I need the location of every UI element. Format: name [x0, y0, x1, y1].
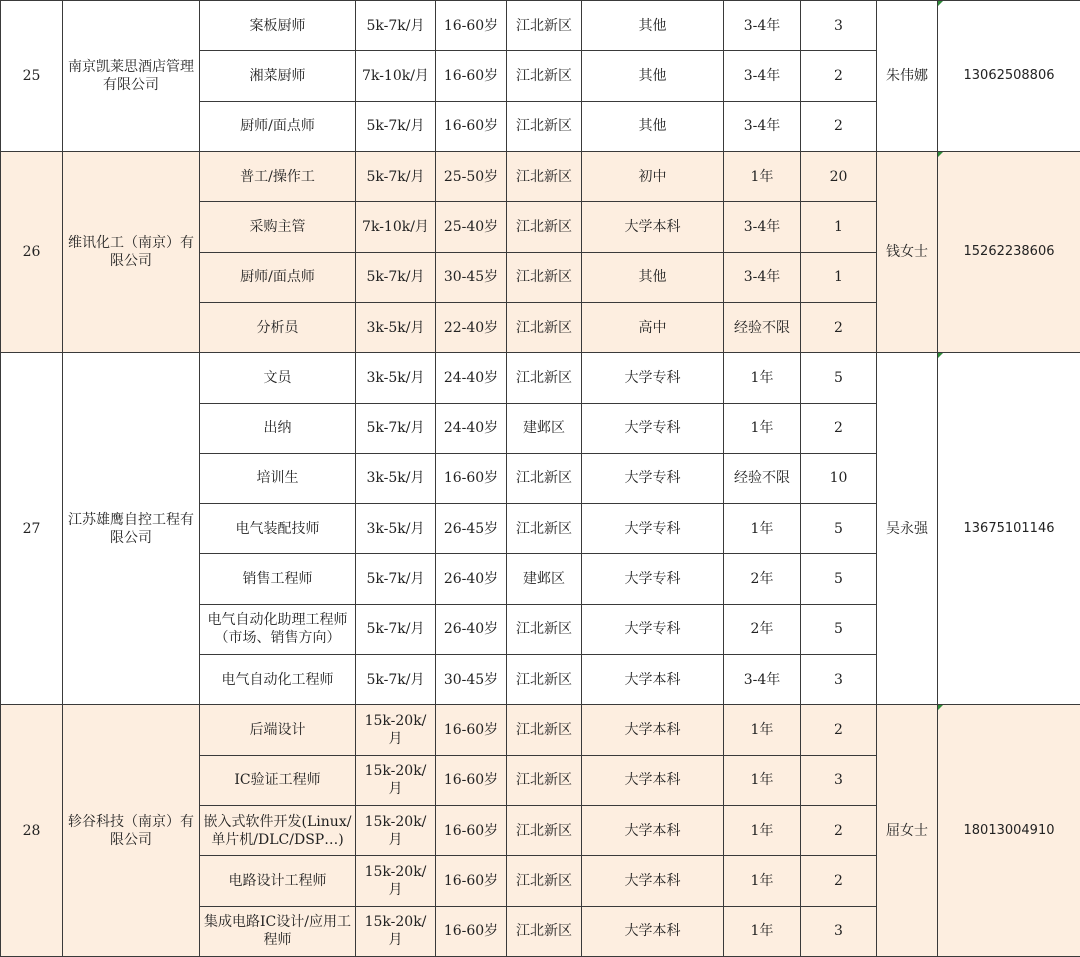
work-location-cell[interactable]: 江北新区: [507, 302, 582, 352]
experience-cell[interactable]: 1年: [724, 806, 801, 856]
contact-person-cell[interactable]: 吴永强: [877, 353, 938, 705]
age-range-cell[interactable]: 26-40岁: [436, 604, 507, 654]
job-title-cell[interactable]: 文员: [200, 353, 356, 403]
contact-phone-cell[interactable]: 13062508806: [938, 1, 1080, 152]
work-location-cell[interactable]: 建邺区: [507, 554, 582, 604]
education-cell[interactable]: 大学本科: [582, 856, 724, 906]
salary-cell[interactable]: 3k-5k/月: [356, 504, 436, 554]
company-name-cell[interactable]: 维讯化工（南京）有限公司: [63, 151, 200, 352]
age-range-cell[interactable]: 30-45岁: [436, 655, 507, 705]
work-location-cell[interactable]: 江北新区: [507, 51, 582, 101]
experience-cell[interactable]: 3-4年: [724, 202, 801, 252]
headcount-cell[interactable]: 5: [801, 554, 877, 604]
education-cell[interactable]: 大学本科: [582, 806, 724, 856]
contact-phone-cell[interactable]: 13675101146: [938, 353, 1080, 705]
job-title-cell[interactable]: 后端设计: [200, 705, 356, 755]
salary-cell[interactable]: 5k-7k/月: [356, 1, 436, 51]
headcount-cell[interactable]: 2: [801, 101, 877, 151]
work-location-cell[interactable]: 江北新区: [507, 1, 582, 51]
contact-person-cell[interactable]: 屈女士: [877, 705, 938, 957]
education-cell[interactable]: 大学专科: [582, 504, 724, 554]
headcount-cell[interactable]: 10: [801, 453, 877, 503]
job-title-cell[interactable]: IC验证工程师: [200, 755, 356, 805]
contact-phone-cell[interactable]: 18013004910: [938, 705, 1080, 957]
age-range-cell[interactable]: 16-60岁: [436, 806, 507, 856]
age-range-cell[interactable]: 25-50岁: [436, 151, 507, 201]
work-location-cell[interactable]: 江北新区: [507, 101, 582, 151]
job-title-cell[interactable]: 出纳: [200, 403, 356, 453]
salary-cell[interactable]: 3k-5k/月: [356, 353, 436, 403]
experience-cell[interactable]: 3-4年: [724, 101, 801, 151]
experience-cell[interactable]: 3-4年: [724, 51, 801, 101]
salary-cell[interactable]: 7k-10k/月: [356, 51, 436, 101]
experience-cell[interactable]: 经验不限: [724, 302, 801, 352]
salary-cell[interactable]: 15k-20k/月: [356, 705, 436, 755]
experience-cell[interactable]: 1年: [724, 755, 801, 805]
work-location-cell[interactable]: 江北新区: [507, 202, 582, 252]
job-title-cell[interactable]: 湘菜厨师: [200, 51, 356, 101]
education-cell[interactable]: 高中: [582, 302, 724, 352]
company-name-cell[interactable]: 江苏雄鹰自控工程有限公司: [63, 353, 200, 705]
experience-cell[interactable]: 3-4年: [724, 1, 801, 51]
age-range-cell[interactable]: 26-40岁: [436, 554, 507, 604]
education-cell[interactable]: 其他: [582, 1, 724, 51]
work-location-cell[interactable]: 江北新区: [507, 755, 582, 805]
job-title-cell[interactable]: 电气自动化工程师: [200, 655, 356, 705]
headcount-cell[interactable]: 2: [801, 51, 877, 101]
education-cell[interactable]: 大学专科: [582, 453, 724, 503]
headcount-cell[interactable]: 1: [801, 252, 877, 302]
work-location-cell[interactable]: 江北新区: [507, 856, 582, 906]
age-range-cell[interactable]: 16-60岁: [436, 906, 507, 956]
experience-cell[interactable]: 2年: [724, 604, 801, 654]
job-title-cell[interactable]: 培训生: [200, 453, 356, 503]
headcount-cell[interactable]: 5: [801, 604, 877, 654]
experience-cell[interactable]: 3-4年: [724, 252, 801, 302]
company-name-cell[interactable]: 轸谷科技（南京）有限公司: [63, 705, 200, 957]
contact-phone-cell[interactable]: 15262238606: [938, 151, 1080, 352]
job-title-cell[interactable]: 电气装配技师: [200, 504, 356, 554]
education-cell[interactable]: 大学专科: [582, 604, 724, 654]
salary-cell[interactable]: 5k-7k/月: [356, 403, 436, 453]
headcount-cell[interactable]: 2: [801, 302, 877, 352]
work-location-cell[interactable]: 江北新区: [507, 353, 582, 403]
salary-cell[interactable]: 15k-20k/月: [356, 755, 436, 805]
work-location-cell[interactable]: 江北新区: [507, 453, 582, 503]
row-number-cell[interactable]: 27: [1, 353, 63, 705]
education-cell[interactable]: 大学本科: [582, 705, 724, 755]
experience-cell[interactable]: 2年: [724, 554, 801, 604]
headcount-cell[interactable]: 3: [801, 655, 877, 705]
headcount-cell[interactable]: 5: [801, 504, 877, 554]
headcount-cell[interactable]: 3: [801, 1, 877, 51]
education-cell[interactable]: 大学本科: [582, 755, 724, 805]
work-location-cell[interactable]: 建邺区: [507, 403, 582, 453]
salary-cell[interactable]: 3k-5k/月: [356, 302, 436, 352]
job-title-cell[interactable]: 采购主管: [200, 202, 356, 252]
headcount-cell[interactable]: 3: [801, 906, 877, 956]
education-cell[interactable]: 大学专科: [582, 403, 724, 453]
row-number-cell[interactable]: 25: [1, 1, 63, 152]
salary-cell[interactable]: 15k-20k/月: [356, 906, 436, 956]
table-row: [1, 353, 1080, 403]
salary-cell[interactable]: 15k-20k/月: [356, 856, 436, 906]
work-location-cell[interactable]: 江北新区: [507, 252, 582, 302]
work-location-cell[interactable]: 江北新区: [507, 151, 582, 201]
job-title-cell[interactable]: 厨师/面点师: [200, 252, 356, 302]
salary-cell[interactable]: 5k-7k/月: [356, 604, 436, 654]
job-title-cell[interactable]: 电气自动化助理工程师（市场、销售方向）: [200, 604, 356, 654]
job-title-cell[interactable]: 嵌入式软件开发(Linux/单片机/DLC/DSP…): [200, 806, 356, 856]
education-cell[interactable]: 大学本科: [582, 655, 724, 705]
headcount-cell[interactable]: 2: [801, 705, 877, 755]
salary-cell[interactable]: 5k-7k/月: [356, 151, 436, 201]
salary-cell[interactable]: 3k-5k/月: [356, 453, 436, 503]
job-title-cell[interactable]: 普工/操作工: [200, 151, 356, 201]
contact-person-cell[interactable]: 钱女士: [877, 151, 938, 352]
experience-cell[interactable]: 1年: [724, 906, 801, 956]
work-location-cell[interactable]: 江北新区: [507, 504, 582, 554]
job-title-cell[interactable]: 厨师/面点师: [200, 101, 356, 151]
experience-cell[interactable]: 1年: [724, 151, 801, 201]
education-cell[interactable]: 其他: [582, 51, 724, 101]
age-range-cell[interactable]: 25-40岁: [436, 202, 507, 252]
experience-cell[interactable]: 1年: [724, 403, 801, 453]
age-range-cell[interactable]: 30-45岁: [436, 252, 507, 302]
age-range-cell[interactable]: 16-60岁: [436, 705, 507, 755]
experience-cell[interactable]: 3-4年: [724, 655, 801, 705]
education-cell[interactable]: 初中: [582, 151, 724, 201]
age-range-cell[interactable]: 22-40岁: [436, 302, 507, 352]
headcount-cell[interactable]: 5: [801, 353, 877, 403]
headcount-cell[interactable]: 1: [801, 202, 877, 252]
table-body: [1, 1, 1080, 957]
work-location-cell[interactable]: 江北新区: [507, 906, 582, 956]
contact-person-cell[interactable]: 朱伟娜: [877, 1, 938, 152]
salary-cell[interactable]: 5k-7k/月: [356, 655, 436, 705]
age-range-cell[interactable]: 16-60岁: [436, 51, 507, 101]
salary-cell[interactable]: 5k-7k/月: [356, 252, 436, 302]
age-range-cell[interactable]: 24-40岁: [436, 403, 507, 453]
age-range-cell[interactable]: 24-40岁: [436, 353, 507, 403]
age-range-cell[interactable]: 16-60岁: [436, 101, 507, 151]
education-cell[interactable]: 大学本科: [582, 906, 724, 956]
age-range-cell[interactable]: 16-60岁: [436, 856, 507, 906]
experience-cell[interactable]: 1年: [724, 705, 801, 755]
education-cell[interactable]: 其他: [582, 252, 724, 302]
education-cell[interactable]: 其他: [582, 101, 724, 151]
education-cell[interactable]: 大学专科: [582, 353, 724, 403]
table-row: [1, 151, 1080, 201]
experience-cell[interactable]: 1年: [724, 353, 801, 403]
row-number-cell[interactable]: 28: [1, 705, 63, 957]
experience-cell[interactable]: 经验不限: [724, 453, 801, 503]
experience-cell[interactable]: 1年: [724, 504, 801, 554]
headcount-cell[interactable]: 20: [801, 151, 877, 201]
table-row: [1, 705, 1080, 755]
education-cell[interactable]: 大学本科: [582, 202, 724, 252]
education-cell[interactable]: 大学专科: [582, 554, 724, 604]
headcount-cell[interactable]: 2: [801, 856, 877, 906]
job-title-cell[interactable]: 销售工程师: [200, 554, 356, 604]
age-range-cell[interactable]: 16-60岁: [436, 1, 507, 51]
job-title-cell[interactable]: 集成电路IC设计/应用工程师: [200, 906, 356, 956]
work-location-cell[interactable]: 江北新区: [507, 655, 582, 705]
experience-cell[interactable]: 1年: [724, 856, 801, 906]
row-number-cell[interactable]: 26: [1, 151, 63, 352]
work-location-cell[interactable]: 江北新区: [507, 705, 582, 755]
table-row: [1, 1, 1080, 51]
company-name-cell[interactable]: 南京凯莱思酒店管理有限公司: [63, 1, 200, 152]
work-location-cell[interactable]: 江北新区: [507, 604, 582, 654]
age-range-cell[interactable]: 16-60岁: [436, 755, 507, 805]
salary-cell[interactable]: 15k-20k/月: [356, 806, 436, 856]
salary-cell[interactable]: 5k-7k/月: [356, 101, 436, 151]
age-range-cell[interactable]: 16-60岁: [436, 453, 507, 503]
headcount-cell[interactable]: 3: [801, 755, 877, 805]
headcount-cell[interactable]: 2: [801, 806, 877, 856]
work-location-cell[interactable]: 江北新区: [507, 806, 582, 856]
job-title-cell[interactable]: 分析员: [200, 302, 356, 352]
job-title-cell[interactable]: 案板厨师: [200, 1, 356, 51]
salary-cell[interactable]: 7k-10k/月: [356, 202, 436, 252]
headcount-cell[interactable]: 2: [801, 403, 877, 453]
salary-cell[interactable]: 5k-7k/月: [356, 554, 436, 604]
job-title-cell[interactable]: 电路设计工程师: [200, 856, 356, 906]
age-range-cell[interactable]: 26-45岁: [436, 504, 507, 554]
